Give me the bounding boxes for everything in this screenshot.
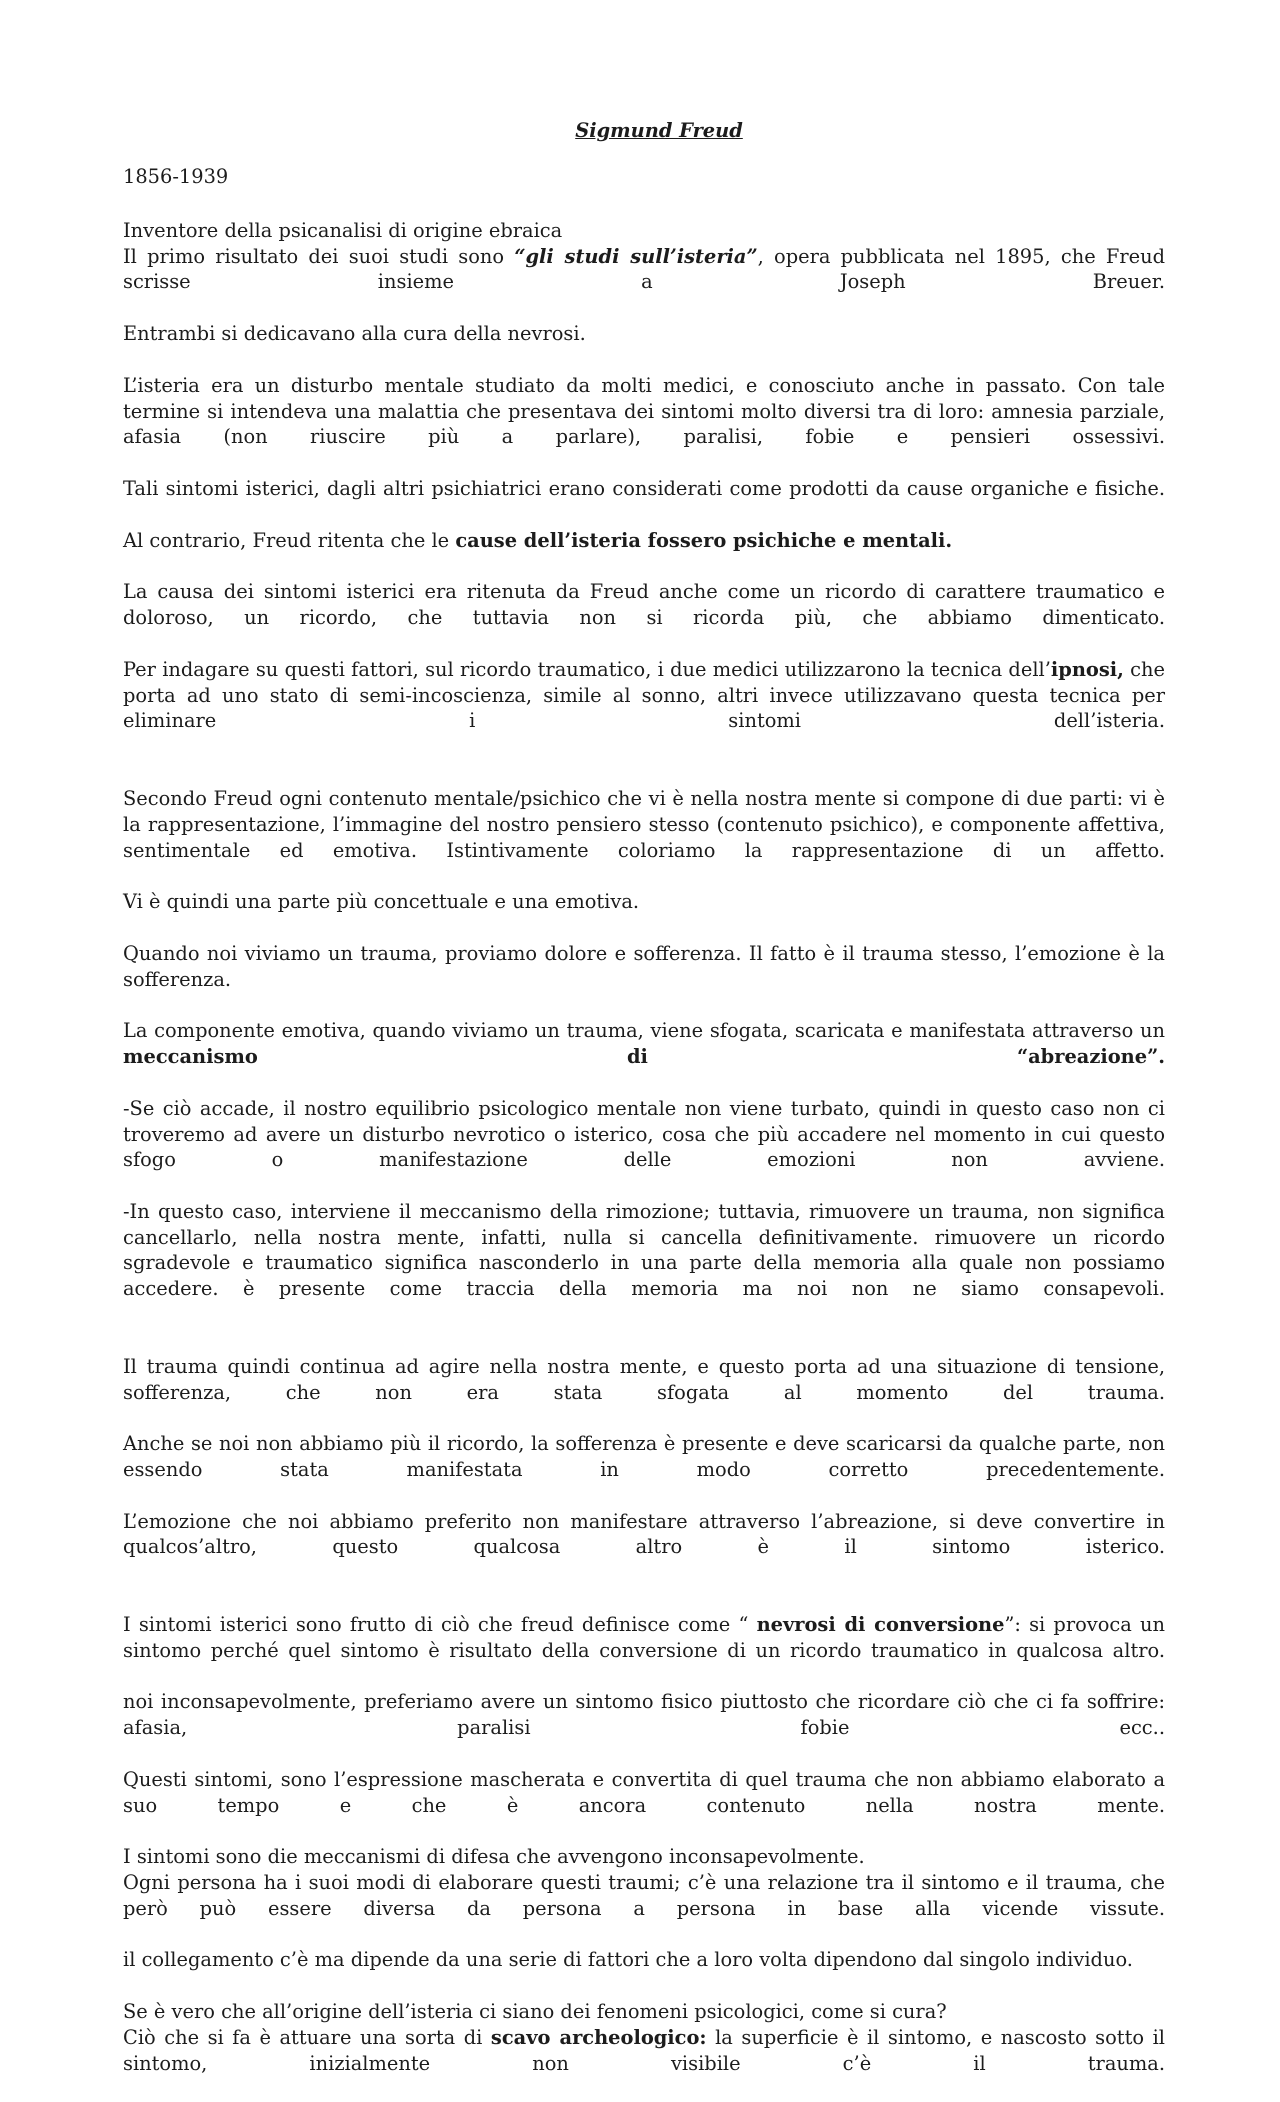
p7-sentence-5: Ogni persona ha i suoi modi di elaborare questi traumi; c’è una relazione tra il sintomo e il trauma, che però può essere diversa da persona a persona in base alla vicende vissute. <box>123 1871 1165 1920</box>
emphasis-scavo-archeologico: scavo archeologico: <box>490 2026 707 2049</box>
p7-sentence-2: noi inconsapevolmente, preferiamo avere un sintomo fisico piuttosto che ricordare ciò che ci fa soffrire: afasia, paralisi fobie ecc.. <box>123 1690 1165 1740</box>
paragraph-7 <box>123 1612 1165 1973</box>
p8-sentence-2-text-a: Ciò che si fa è attuare una sorta di <box>123 2026 491 2049</box>
p3-sentence-2-text-c: che porta ad uno stato di semi-incoscienza, simile al sonno, altri invece utilizzavano questa tecnica per eliminare i sintomi dell’isteria. <box>123 657 1165 733</box>
p1-line-2-text-c: , opera pubblicata nel 1895, che Freud scrisse insieme a Joseph Breuer. <box>123 244 1166 294</box>
p7-sentence-1-text-a: I sintomi isterici sono frutto di ciò che freud definisce come “ <box>123 1613 757 1637</box>
paragraph-6 <box>123 1354 1165 1586</box>
p7-sentence-4: I sintomi sono die meccanismi di difesa che avvengono inconsapevolmente. <box>123 1845 865 1869</box>
p7-sentence-3: Questi sintomi, sono l’espressione mascherata e convertita di quel trauma che non abbiamo elaborato a suo tempo e che è ancora contenuto nella nostra mente. <box>123 1767 1165 1817</box>
p3-sentence-1: La causa dei sintomi isterici era ritenuta da Freud anche come un ricordo di carattere traumatico e doloroso, un ricordo, che tuttavia non si ricorda più, che abbiamo dimenticato. <box>123 580 1165 630</box>
p4-sentence-2: Vi è quindi una parte più concettuale e una emotiva. <box>123 890 640 914</box>
work-title-studi-isteria: “gli studi sull’isteria” <box>514 244 758 268</box>
paragraph-5 <box>123 941 1165 1328</box>
p5-sentence-2 <box>123 1018 1165 1095</box>
emphasis-nevrosi-conversione: nevrosi di conversione <box>756 1613 1005 1637</box>
paragraph-4 <box>123 786 1165 915</box>
paragraph-8 <box>123 1999 1165 2102</box>
p7-sentence-6: il collegamento c’è ma dipende da una serie di fattori che a loro volta dipendono dal singolo individuo. <box>123 1948 1133 1972</box>
p2-sentence-3-text: Al contrario, Freud ritenta che le <box>123 528 456 552</box>
p3-sentence-2-text-a: Per indagare su questi fattori, sul ricordo traumatico, i due medici utilizzarono la tecnica dell’ <box>123 657 1051 681</box>
p1-line-3: Entrambi si dedicavano alla cura della nevrosi. <box>123 321 586 345</box>
p4-sentence-1: Secondo Freud ogni contenuto mentale/psichico che vi è nella nostra mente si compone di due parti: vi è la rappresentazione, l’immagine del nostro pensiero stesso (contenuto psichico), e componente affettiva, sentimentale ed emotiva. Istintivamente coloriamo la rappresentazione di un affetto. <box>123 786 1165 862</box>
document-title: Sigmund Freud <box>575 119 743 142</box>
p8-sentence-1: Se è vero che all’origine dell’isteria ci siano dei fenomeni psicologici, come si cura? <box>123 2000 947 2024</box>
p3-sentence-2 <box>123 657 1165 760</box>
p8-sentence-2-text-c: la superficie è il sintomo, e nascosto sotto il sintomo, inizialmente non visibile c’è il trauma. <box>123 2026 1165 2075</box>
p2-sentence-1: L’isteria era un disturbo mentale studiato da molti medici, e conosciuto anche in passato. Con tale termine si intendeva una malattia che presentava dei sintomi molto diversi tra di loro: amnesia parziale, afasia (non riuscire più a parlare), paralisi, fobie e pensieri ossessivi. <box>123 373 1165 449</box>
p5-sentence-3: -Se ciò accade, il nostro equilibrio psicologico mentale non viene turbato, quindi in questo caso non ci troveremo ad avere un disturbo nevrotico o isterico, cosa che più accadere nel momento in cui questo sfogo o manifestazione delle emozioni non avviene. <box>123 1096 1165 1172</box>
p2-sentence-2: Tali sintomi isterici, dagli altri psichiatrici erano considerati come prodotti da cause organiche e fisiche. <box>123 476 1165 500</box>
p8-sentence-2 <box>123 2025 1165 2102</box>
p7-sentence-1-text-c: ”: si provoca un sintomo perché quel sintomo è risultato della conversione di un ricordo traumatico in qualcosa altro. <box>123 1613 1165 1662</box>
p5-sentence-2-text: La componente emotiva, quando viviamo un trauma, viene sfogata, scaricata e manifestata attraverso un <box>123 1019 1165 1043</box>
p1-line-2 <box>123 244 1165 321</box>
p5-sentence-4: -In questo caso, interviene il meccanismo della rimozione; tuttavia, rimuovere un trauma, non significa cancellarlo, nella nostra mente, infatti, nulla si cancella definitivamente. rimuovere un ricordo sgradevole e traumatico significa nasconderlo in una parte della memoria alla quale non possiamo accedere. è presente come traccia della memoria ma noi non ne siamo consapevoli. <box>123 1199 1165 1301</box>
life-dates: 1856-1939 <box>123 165 229 188</box>
p6-sentence-3: L’emozione che noi abbiamo preferito non manifestare attraverso l’abreazione, si deve convertire in qualcos’altro, questo qualcosa altro è il sintomo isterico. <box>123 1509 1165 1559</box>
p5-sentence-1: Quando noi viviamo un trauma, proviamo dolore e sofferenza. Il fatto è il trauma stesso, l’emozione è la sofferenza. <box>123 941 1165 991</box>
p2-sentence-3 <box>123 528 1165 554</box>
emphasis-ipnosi: ipnosi, <box>1050 657 1124 681</box>
emphasis-cause-psichiche: cause dell’isteria fossero psichiche e mentali. <box>455 528 953 552</box>
p1-line-2-text-a: Il primo risultato dei suoi studi sono <box>123 244 515 268</box>
paragraph-1 <box>123 218 1165 347</box>
p6-sentence-2: Anche se noi non abbiamo più il ricordo, la sofferenza è presente e deve scaricarsi da qualche parte, non essendo stata manifestata in modo corretto precedentemente. <box>123 1432 1165 1482</box>
paragraph-2 <box>123 373 1165 554</box>
p1-line-1: Inventore della psicanalisi di origine ebraica <box>123 218 563 242</box>
p7-sentence-1 <box>123 1612 1165 1689</box>
emphasis-abreazione: meccanismo di “abreazione”. <box>123 1045 1165 1069</box>
paragraph-3 <box>123 579 1165 760</box>
p6-sentence-1: Il trauma quindi continua ad agire nella nostra mente, e questo porta ad una situazione di tensione, sofferenza, che non era stata sfogata al momento del trauma. <box>123 1354 1165 1404</box>
